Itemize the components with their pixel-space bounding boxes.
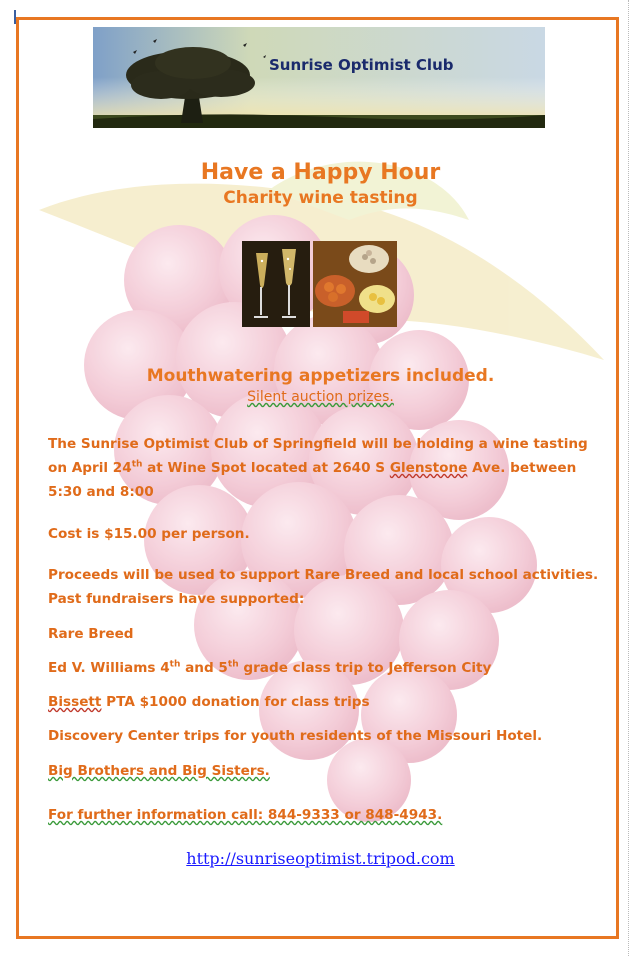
appetizers-photo: [313, 241, 397, 327]
intro-part3: Ave. between 5:30 and 8:00: [48, 460, 577, 500]
item2-text-a: Ed V. Williams 4: [48, 660, 170, 676]
bissett-rest: PTA $1000 donation for class trips: [101, 694, 370, 710]
page-margin-guide: [628, 0, 630, 956]
item2-sup1: th: [169, 659, 181, 670]
bissett-name: Bissett: [48, 694, 102, 710]
flyer-page: [16, 17, 619, 939]
item2-text-b: and 5: [180, 660, 228, 676]
club-banner: [93, 27, 545, 128]
auction-note: [19, 389, 619, 405]
intro-sup: th: [131, 459, 143, 470]
champagne-glasses-photo: [242, 241, 310, 327]
event-description: [48, 432, 608, 504]
big-brothers-text: Big Brothers and Big Sisters.: [48, 763, 270, 779]
event-subtitle: Charity wine tasting: [223, 188, 418, 208]
website-link[interactable]: http://sunriseoptimist.tripod.com: [186, 849, 455, 868]
supported-item-big-brothers: [48, 759, 608, 783]
supported-item-bissett: [48, 690, 608, 714]
event-title: Have a Happy Hour: [200, 160, 441, 185]
supported-item-rare-breed: Rare Breed: [48, 626, 134, 642]
sunset-tree-illustration: [93, 27, 545, 128]
intro-part1: The Sunrise Optimist Club of Springfield will be holding a wine tasting on April 24: [48, 436, 588, 476]
proceeds-text: Proceeds will be used to support Rare Breed and local school activities. Past fundraisers have supported:: [48, 567, 599, 607]
auction-note-text: Silent auction prizes.: [247, 389, 394, 405]
street-name: Glenstone: [389, 460, 468, 476]
contact-line: [48, 803, 608, 827]
contact-text: For further information call: 844-9333 or 848-4943.: [48, 807, 443, 823]
item2-text-c: grade class trip to Jefferson City: [238, 660, 492, 676]
item2-sup2: th: [227, 659, 239, 670]
cost-line: Cost is $15.00 per person.: [48, 526, 250, 542]
appetizers-note: Mouthwatering appetizers included.: [146, 366, 495, 386]
intro-part2: at Wine Spot located at 2640 S: [142, 460, 390, 476]
banner-title: Sunrise Optimist Club: [269, 56, 454, 74]
supported-item-ed-williams: [48, 656, 608, 680]
supported-item-discovery-center: Discovery Center trips for youth residents of the Missouri Hotel.: [48, 728, 543, 744]
